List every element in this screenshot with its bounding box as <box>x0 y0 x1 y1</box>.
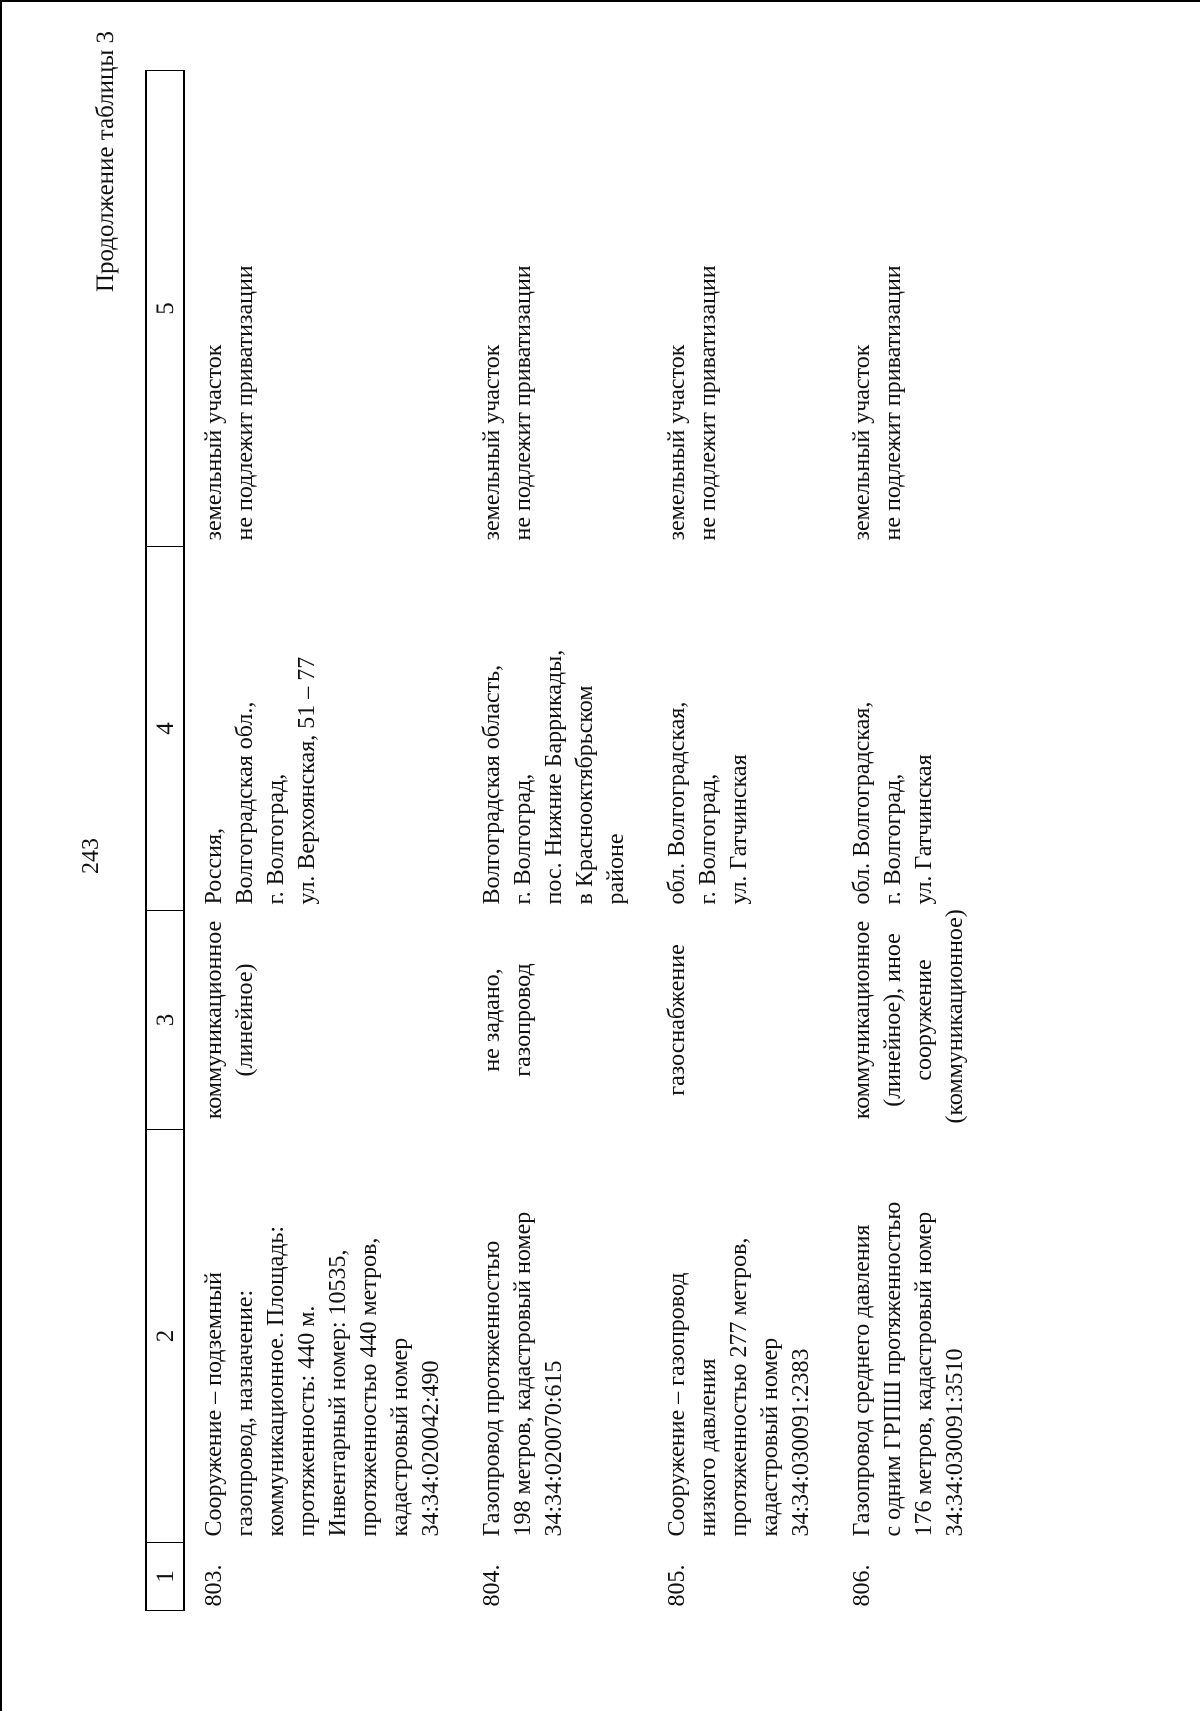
object-description-line: 34:34:030091:3510 <box>942 1348 968 1537</box>
table-header <box>146 71 184 1611</box>
object-purpose-line: газопровод <box>510 963 536 1077</box>
land-note-line: земельный участок <box>201 344 227 541</box>
header-col-4: 4 <box>146 547 184 911</box>
header-col-3: 3 <box>146 911 184 1130</box>
row-number-cell: 806. <box>849 1564 875 1607</box>
table-body <box>184 71 989 1611</box>
land-note-line: земельный участок <box>664 344 690 541</box>
object-purpose-line: сооружение <box>911 959 937 1081</box>
row-number-cell: 803. <box>201 1564 227 1607</box>
object-description-line: протяженностью 440 метров, <box>356 1237 382 1537</box>
object-description-line: 176 метров, кадастровый номер <box>911 1211 937 1537</box>
object-address-line: г. Волгоград, <box>263 773 289 905</box>
object-description-line: 34:34:030091:2383 <box>788 1348 814 1537</box>
object-address-cell <box>184 547 465 911</box>
object-description-line: с одним ГРПШ протяженностью <box>880 1201 906 1537</box>
object-address-line: Россия, <box>201 827 227 905</box>
object-description-line: 198 метров, кадастровый номер <box>510 1211 536 1537</box>
object-description-line: кадастровый номер <box>757 1337 783 1537</box>
object-purpose-cell <box>650 911 835 1130</box>
object-address-line: Волгоградская область, <box>479 664 505 905</box>
object-address-line: г. Волгоград, <box>880 773 906 905</box>
object-address-line: Волгоградская обл., <box>232 701 258 905</box>
object-description-line: Газопровод среднего давления <box>849 1224 875 1537</box>
table-container <box>145 71 989 1611</box>
object-description-cell <box>835 1130 989 1543</box>
object-description-line: 34:34:020070:615 <box>541 1360 567 1537</box>
land-note-line: не подлежит приватизации <box>510 265 536 541</box>
object-description-line: Газопровод протяженностью <box>479 1240 505 1537</box>
property-table <box>145 70 989 1611</box>
object-purpose-line: (линейное) <box>232 963 258 1077</box>
object-description-cell <box>184 1130 465 1543</box>
object-address-line: обл. Волгоградская, <box>849 701 875 905</box>
row-number-cell: 805. <box>664 1564 690 1607</box>
land-note-line: земельный участок <box>479 344 505 541</box>
object-description-line: 34:34:020042:490 <box>418 1360 444 1537</box>
land-note-cell <box>465 71 650 547</box>
table-continuation-label: Продолжение таблицы 3 <box>92 31 119 293</box>
object-address-line: пос. Нижние Баррикады, <box>541 649 567 905</box>
page-number: 243 <box>78 838 104 874</box>
object-purpose-line: не задано, <box>479 968 505 1072</box>
land-note-line: не подлежит приватизации <box>880 265 906 541</box>
table-row <box>465 71 650 1611</box>
object-description-line: Инвентарный номер: 10535, <box>325 1249 351 1537</box>
object-address-line: г. Волгоград, <box>695 773 721 905</box>
land-note-cell <box>184 71 465 547</box>
object-address-cell <box>835 547 989 911</box>
land-note-cell <box>650 71 835 547</box>
land-note-line: не подлежит приватизации <box>232 265 258 541</box>
land-note-cell <box>835 71 989 547</box>
object-description-line: низкого давления <box>695 1358 721 1537</box>
object-address-line: обл. Волгоградская, <box>664 701 690 905</box>
object-address-line: ул. Гатчинская <box>911 754 937 905</box>
row-number-cell: 804. <box>479 1564 505 1607</box>
table-row <box>835 71 989 1611</box>
table-row <box>650 71 835 1611</box>
object-address-line: районе <box>603 833 629 905</box>
object-description-line: протяженностью 277 метров, <box>726 1237 752 1537</box>
object-address-cell <box>650 547 835 911</box>
header-col-2: 2 <box>146 1130 184 1543</box>
object-address-line: в Краснооктябрьском <box>572 685 598 905</box>
object-description-cell <box>465 1130 650 1543</box>
object-purpose-cell <box>184 911 465 1130</box>
table-row <box>184 71 465 1611</box>
land-note-line: земельный участок <box>849 344 875 541</box>
object-description-line: коммуникационное. Площадь: <box>263 1225 289 1537</box>
object-purpose-line: газоснабжение <box>664 944 690 1096</box>
header-row <box>146 71 184 1611</box>
object-description-line: Сооружение – подземный <box>201 1272 227 1537</box>
object-address-line: ул. Гатчинская <box>726 754 752 905</box>
object-address-cell <box>465 547 650 911</box>
object-description-line: газопровод, назначение: <box>232 1289 258 1537</box>
object-description-cell <box>650 1130 835 1543</box>
object-description-line: кадастровый номер <box>387 1337 413 1537</box>
object-address-line: г. Волгоград, <box>510 773 536 905</box>
object-purpose-line: коммуникационное <box>849 920 875 1120</box>
object-purpose-line: (коммуникационное) <box>942 909 968 1124</box>
header-col-5: 5 <box>146 71 184 547</box>
land-note-line: не подлежит приватизации <box>695 265 721 541</box>
object-purpose-cell <box>835 911 989 1130</box>
object-purpose-line: коммуникационное <box>201 920 227 1120</box>
header-col-1: 1 <box>146 1543 184 1611</box>
object-purpose-line: (линейное), иное <box>880 933 906 1107</box>
object-description-line: протяженность: 440 м. <box>294 1305 320 1537</box>
object-address-line: ул. Верхоянская, 51 – 77 <box>294 656 320 905</box>
object-purpose-cell <box>465 911 650 1130</box>
object-description-line: Сооружение – газопровод <box>664 1272 690 1537</box>
